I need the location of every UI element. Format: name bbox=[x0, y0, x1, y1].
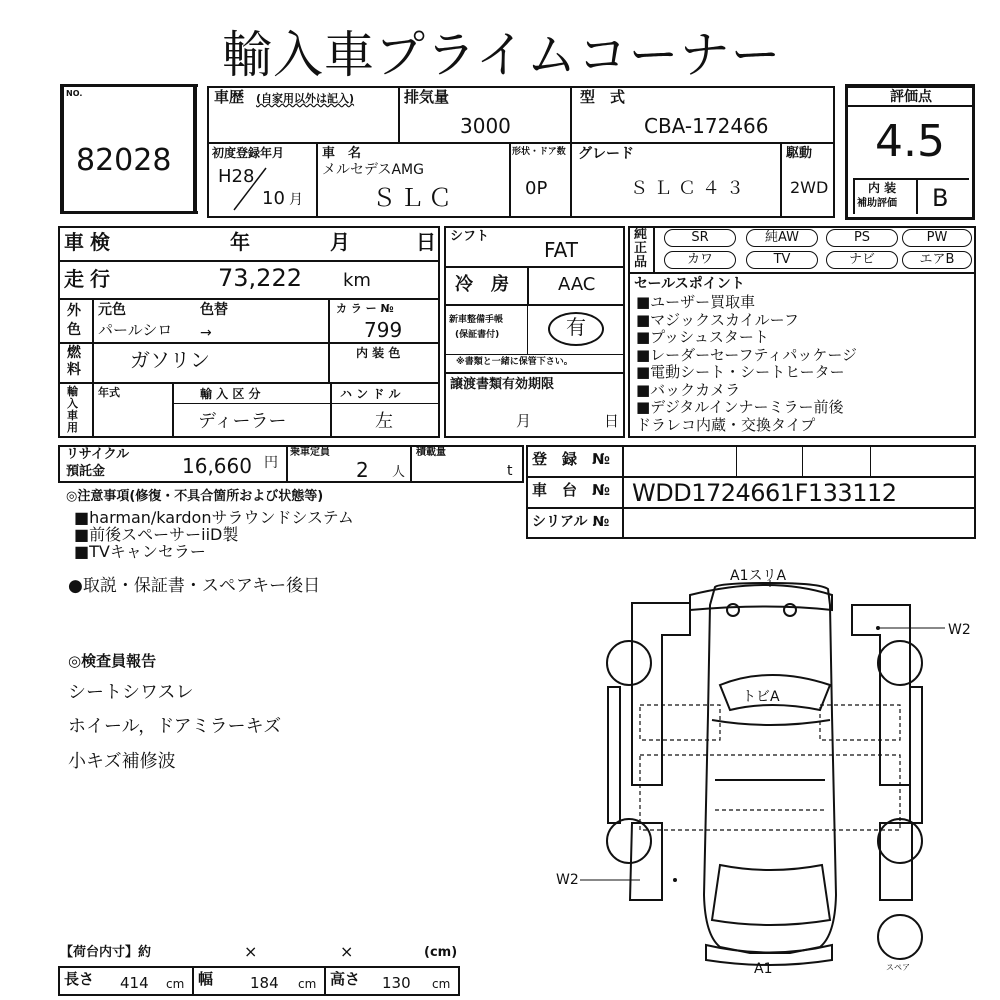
sales-point: ■マジックスカイルーフ bbox=[636, 310, 799, 329]
sales-point: ■プッシュスタート bbox=[636, 328, 769, 346]
mileage-value: 73,222 bbox=[218, 264, 302, 292]
recycle-label-2: 預託金 bbox=[66, 464, 106, 479]
sales-point: ■バックカメラ bbox=[636, 380, 741, 399]
grade-label: グレード bbox=[578, 146, 634, 162]
equip-ps: PS bbox=[826, 229, 898, 247]
displacement-value: 3000 bbox=[460, 114, 511, 138]
load-label: 積載量 bbox=[416, 447, 446, 458]
cargo-height-label: 高さ bbox=[330, 970, 361, 988]
interior-score-value: B bbox=[932, 184, 949, 212]
registration-label: 登 録 № bbox=[532, 450, 611, 468]
car-model: ＳＬＣ bbox=[372, 184, 456, 212]
cargo-height-value: 130 bbox=[382, 974, 411, 992]
inspection-month: 月 bbox=[330, 230, 350, 254]
color-orig-label: 元色 bbox=[98, 302, 126, 318]
handle-value: 左 bbox=[375, 411, 393, 432]
interior-score-label: 内 装 bbox=[868, 181, 897, 195]
manual-label-1: 新車整備手帳 bbox=[449, 315, 504, 325]
recycle-label-1: リサイクル bbox=[66, 447, 130, 462]
fuel-label-1: 燃 bbox=[67, 345, 81, 361]
cargo-width-unit: cm bbox=[298, 977, 317, 991]
cargo-length-label: 長さ bbox=[64, 970, 95, 988]
diagram-front-label: A1スリA bbox=[730, 568, 787, 584]
lot-label: NO. bbox=[66, 89, 83, 98]
capacity-unit: 人 bbox=[392, 465, 406, 480]
fuel-value: ガソリン bbox=[130, 348, 210, 372]
note-item: ■TVキャンセラー bbox=[74, 542, 206, 561]
diagram-left-label: W2 bbox=[556, 872, 579, 888]
equipment-label-1: 純 bbox=[634, 227, 648, 242]
color-arrow: → bbox=[200, 325, 212, 341]
cargo-x2: × bbox=[340, 942, 354, 961]
equip-airbag: エアB bbox=[902, 251, 972, 269]
inspection-year: 年 bbox=[230, 230, 250, 254]
mileage-label: 走行 bbox=[64, 267, 116, 291]
equip-sr: SR bbox=[664, 229, 736, 247]
import-label-1: 輸 bbox=[67, 385, 78, 398]
capacity-label: 乗車定員 bbox=[290, 447, 330, 458]
import-division-value: ディーラー bbox=[198, 411, 287, 432]
sales-point: ドラレコ内蔵・交換タイプ bbox=[636, 415, 816, 434]
sales-points-title: セールスポイント bbox=[634, 276, 745, 292]
note-item: ■harman/kardonサラウンドシステム bbox=[74, 508, 354, 527]
cargo-x1: × bbox=[244, 942, 258, 961]
drive-value: 2WD bbox=[790, 178, 829, 197]
car-damage-diagram bbox=[540, 565, 980, 985]
drive-label: 駆動 bbox=[786, 146, 813, 161]
cargo-length-value: 414 bbox=[120, 974, 149, 992]
color-side-2: 色 bbox=[67, 322, 81, 338]
sales-point: ■ユーザー買取車 bbox=[636, 293, 756, 311]
chassis-value: WDD1724661F133112 bbox=[632, 479, 897, 507]
inspector-item: 小キズ補修波 bbox=[68, 751, 176, 772]
capacity-value: 2 bbox=[356, 458, 369, 482]
cargo-unit: (cm) bbox=[424, 945, 458, 960]
import-label-4: 用 bbox=[67, 421, 78, 434]
first-reg-month-unit: 月 bbox=[289, 192, 303, 208]
aircon-label: 冷 房 bbox=[455, 274, 509, 295]
manual-note: ※書類と一緒に保管下さい。 bbox=[456, 357, 573, 367]
note-item: ■前後スペーサーiiD製 bbox=[74, 525, 239, 544]
grade-value: ＳＬＣ４３ bbox=[630, 178, 750, 199]
inspector-title: ◎検査員報告 bbox=[68, 652, 157, 670]
history-label: 車歴 bbox=[214, 88, 245, 106]
sales-point: ■電動シート・シートヒーター bbox=[636, 363, 845, 381]
inspection-label: 車検 bbox=[64, 230, 116, 254]
interior-color-label: 内 装 色 bbox=[356, 346, 401, 360]
import-year-label: 年式 bbox=[98, 386, 120, 399]
first-reg-label: 初度登録年月 bbox=[212, 146, 285, 160]
car-maker: メルセデスAMG bbox=[322, 162, 424, 178]
color-code-label: カ ラ ー № bbox=[336, 302, 394, 315]
import-division-label: 輸 入 区 分 bbox=[200, 387, 261, 401]
inspection-day: 日 bbox=[416, 230, 436, 254]
aircon-value: AAC bbox=[558, 274, 596, 295]
diagram-spare-label: スペア bbox=[886, 963, 910, 972]
serial-label: シリアル № bbox=[532, 514, 610, 530]
load-unit: t bbox=[507, 463, 513, 479]
cargo-length-unit: cm bbox=[166, 977, 185, 991]
import-label-3: 車 bbox=[67, 409, 78, 422]
model-type-label: 型 式 bbox=[580, 88, 626, 106]
first-reg-month: 10 bbox=[262, 188, 285, 209]
interior-score-sub: 補助評価 bbox=[857, 198, 897, 209]
score-label: 評価点 bbox=[890, 89, 932, 105]
cargo-header: 【荷台内寸】約 bbox=[60, 945, 152, 960]
car-name-label: 車 名 bbox=[322, 146, 362, 161]
color-side-1: 外 bbox=[67, 303, 81, 319]
mileage-unit: km bbox=[343, 270, 371, 291]
equip-aw: 純AW bbox=[746, 229, 818, 247]
model-type-value: CBA-172466 bbox=[644, 114, 769, 138]
equip-tv: TV bbox=[746, 251, 818, 269]
color-orig-value: パールシロ bbox=[98, 321, 173, 339]
transfer-month: 月 bbox=[516, 412, 532, 430]
equip-leather: カワ bbox=[664, 251, 736, 269]
fuel-label-2: 料 bbox=[67, 362, 81, 378]
recycle-unit: 円 bbox=[264, 455, 278, 471]
first-reg-year: H28 bbox=[218, 166, 255, 187]
color-code-value: 799 bbox=[364, 318, 403, 342]
diagram-right-label: W2 bbox=[948, 622, 971, 638]
import-label-2: 入 bbox=[67, 397, 78, 410]
notes-title: ◎注意事項(修復・不具合箇所および状態等) bbox=[66, 489, 324, 504]
sales-point: ■デジタルインナーミラー前後 bbox=[636, 398, 844, 416]
history-note: (自家用以外は記入) bbox=[256, 92, 355, 105]
inspector-item: シートシワスレ bbox=[68, 682, 194, 703]
shift-label: シフト bbox=[450, 229, 490, 244]
color-change-label: 色替 bbox=[200, 302, 228, 318]
sales-point: ■レーダーセーフティパッケージ bbox=[636, 345, 858, 364]
equip-pw: PW bbox=[902, 229, 972, 247]
manual-label-2: (保証書付) bbox=[455, 330, 500, 340]
transfer-day: 日 bbox=[604, 412, 620, 430]
equip-navi: ナビ bbox=[826, 251, 898, 269]
sales-points-list bbox=[636, 295, 976, 435]
equipment-label-3: 品 bbox=[634, 255, 648, 270]
chassis-label: 車 台 № bbox=[532, 481, 611, 499]
cargo-width-label: 幅 bbox=[198, 970, 214, 988]
shift-value: FAT bbox=[544, 238, 579, 262]
page-title: 輸入車プライムコーナー bbox=[222, 26, 782, 84]
displacement-label: 排気量 bbox=[404, 88, 450, 106]
transfer-label: 譲渡書類有効期限 bbox=[450, 377, 555, 392]
diagram-rear-label: A1 bbox=[754, 961, 773, 977]
note-extra: ●取説・保証書・スペアキー後日 bbox=[68, 576, 321, 596]
score-value: 4.5 bbox=[875, 116, 945, 167]
cargo-width-value: 184 bbox=[250, 974, 279, 992]
lot-number: 82028 bbox=[76, 143, 172, 178]
inspector-item: ホイール，ドアミラーキズ bbox=[68, 716, 282, 737]
doors-value: 0P bbox=[525, 178, 548, 199]
manual-value: 有 bbox=[566, 315, 586, 339]
handle-label: ハ ン ド ル bbox=[340, 387, 401, 401]
cargo-height-unit: cm bbox=[432, 977, 451, 991]
diagram-roof-label: トビA bbox=[742, 689, 780, 705]
doors-label: 形状・ドア数 bbox=[512, 147, 566, 157]
recycle-value: 16,660 bbox=[182, 454, 252, 478]
equipment-label-2: 正 bbox=[634, 241, 648, 256]
